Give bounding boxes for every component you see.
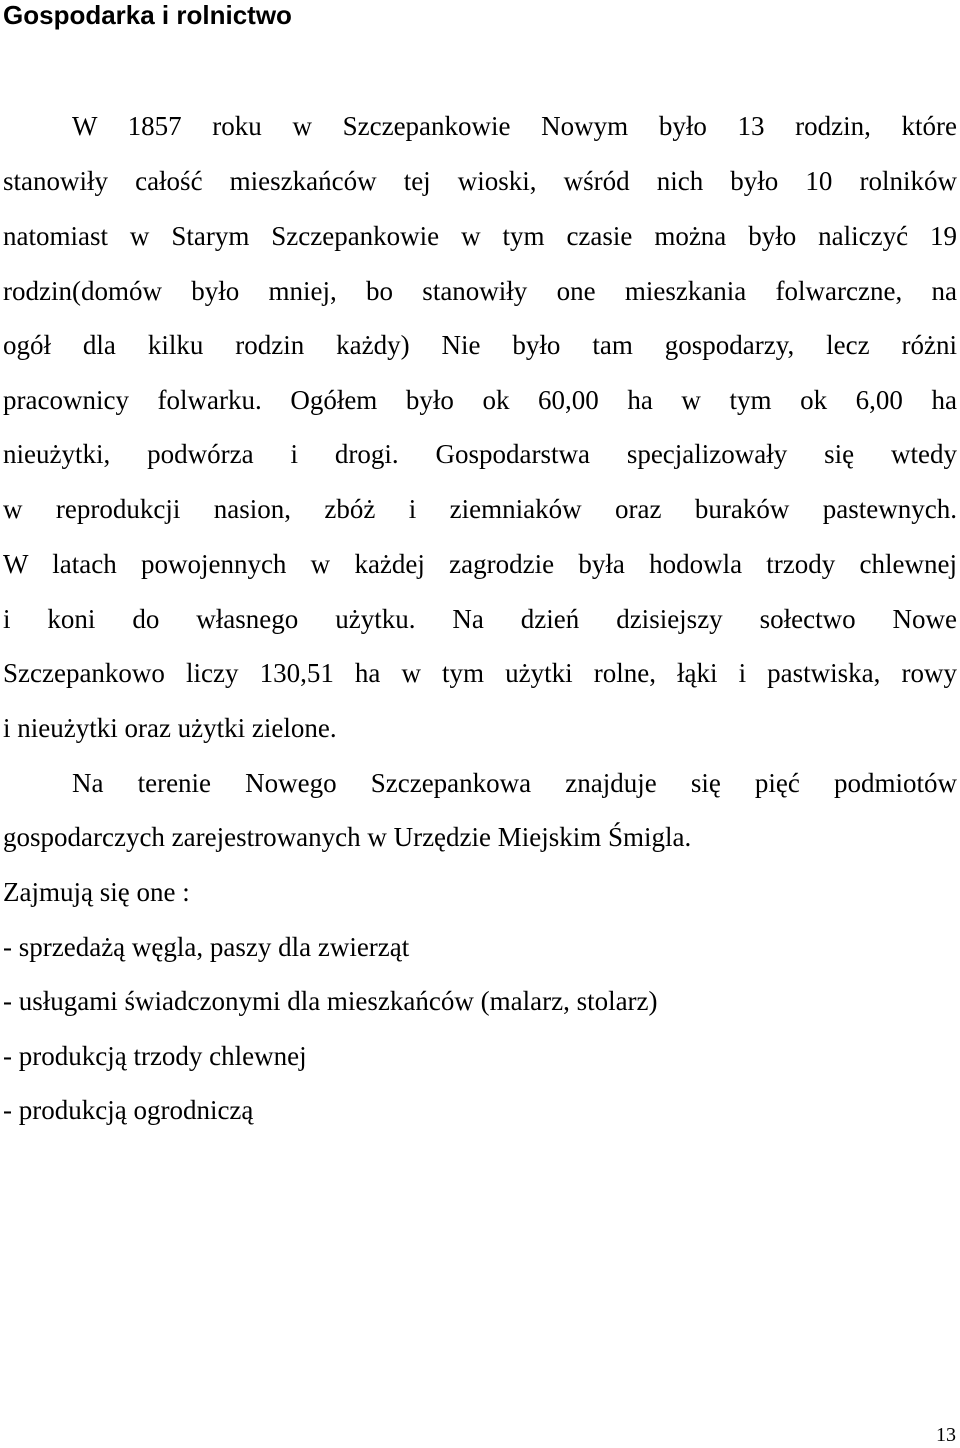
text-line: i nieużytki oraz użytki zielone.: [3, 713, 337, 743]
list-item: - produkcją trzody chlewnej: [3, 1041, 307, 1071]
text-line: stanowiły całość mieszkańców tej wioski, wśród nich było 10 rolników: [3, 166, 957, 196]
list-item: - sprzedażą węgla, paszy dla zwierząt: [3, 932, 410, 962]
list-item: - usługami świadczonymi dla mieszkańców (malarz, stolarz): [3, 986, 658, 1016]
text-line: gospodarczych zarejestrowanych w Urzędzie Miejskim Śmigla.: [3, 822, 692, 852]
text-line: pracownicy folwarku. Ogółem było ok 60,00 ha w tym ok 6,00 ha: [3, 385, 957, 415]
text-line: natomiast w Starym Szczepankowie w tym czasie można było naliczyć 19: [3, 221, 957, 251]
text-line: i koni do własnego użytku. Na dzień dzisiejszy sołectwo Nowe: [3, 604, 957, 634]
text-line: W 1857 roku w Szczepankowie Nowym było 13 rodzin, które: [72, 111, 957, 141]
text-line: W latach powojennych w każdej zagrodzie była hodowla trzody chlewnej: [3, 549, 957, 579]
text-line: nieużytki, podwórza i drogi. Gospodarstwa specjalizowały się wtedy: [3, 439, 957, 469]
text-line: rodzin(domów było mniej, bo stanowiły one mieszkania folwarczne, na: [3, 276, 957, 306]
list-item: - produkcją ogrodniczą: [3, 1095, 254, 1125]
text-line: w reprodukcji nasion, zbóż i ziemniaków oraz buraków pastewnych.: [3, 494, 957, 524]
text-line: Na terenie Nowego Szczepankowa znajduje się pięć podmiotów: [72, 768, 957, 798]
text-line: Szczepankowo liczy 130,51 ha w tym użytki rolne, łąki i pastwiska, rowy: [3, 658, 957, 688]
section-heading: Gospodarka i rolnictwo: [3, 0, 292, 30]
text-line: ogół dla kilku rodzin każdy) Nie było tam gospodarzy, lecz różni: [3, 330, 957, 360]
text-line: Zajmują się one :: [3, 877, 190, 907]
page-number: 13: [936, 1424, 956, 1446]
